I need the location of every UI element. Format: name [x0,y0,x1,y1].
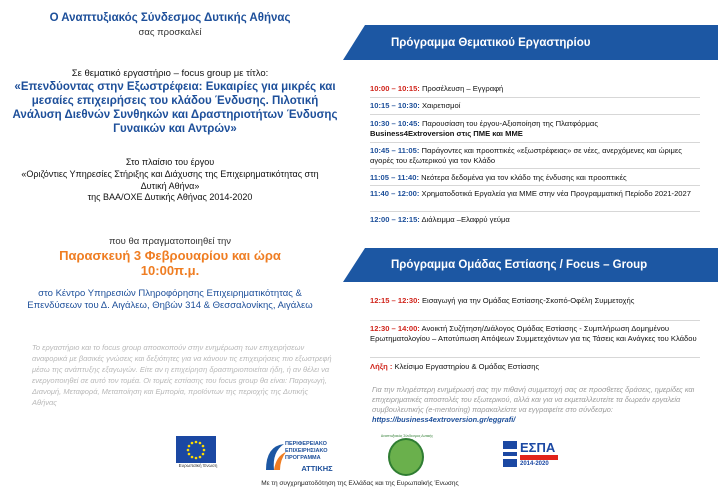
schedule-text: Κλείσιμο Εργαστηρίου & Ομάδας Εστίασης [394,362,540,371]
schedule-time: 10:00 – 10:15: [370,84,420,93]
asda-caption: Αναπτυξιακός Σύνδεσμος Δυτικής [380,434,434,438]
espa-logo-text: ΕΣΠΑ [520,440,556,455]
registration-text: Για την πληρέστερη ενημέρωσή σας την πιθανή συμμετοχή σας σε προσθετες δράσεις, ημερίδες και επιχειρηματικές αποστολές του εξωτερικού, αλλά και για να εκμεταλλευτείτε τα δωρεάν εργαλεία συμβουλευτικής (e-mentoring) παρακαλείστε να εγγραφείτε στο σύνδεσμο: [372,385,695,414]
schedule-time: 12:30 – 14:00: [370,324,420,333]
project-name [20,169,320,204]
workshop-intro: Σε θεματικό εργαστήριο – focus group με τίτλο: [71,68,269,79]
event-date [0,248,340,278]
asda-logo [388,438,424,476]
event-date-line: Παρασκευή 3 Φεβρουαρίου και ώρα [59,248,281,263]
schedule-text-cont: Business4Extroversion στις ΠΜΕ και ΜΜΕ [370,129,523,138]
schedule-row [370,146,705,166]
workshop-program-header [343,25,718,60]
pep-line: ΠΡΟΓΡΑΜΜΑ [285,455,321,461]
eu-flag-logo [176,436,216,463]
eu-stars-icon [181,439,211,461]
schedule-row [370,189,705,199]
pep-attica-text [285,441,350,462]
schedule-text: Εισαγωγή για την Ομάδας Εστίασης-Σκοπό-Οφέλη Συμμετοχής [421,296,635,305]
schedule-time: 11:05 – 11:40: [370,173,419,182]
registration-info [372,385,707,425]
schedule-row [370,296,705,306]
schedule-time: 12:15 – 12:30: [370,296,420,305]
pep-line: ΠΕΡΙΦΕΡΕΙΑΚΟ [285,441,327,447]
schedule-text: Νεότερα δεδομένα για τον κλάδο της ένδυσης και προοπτικές [421,173,627,182]
schedule-row [370,324,705,344]
schedule-text: Διάλειμμα –Ελαφρύ γεύμα [421,215,510,224]
pep-attica-name: ΑΤΤΙΚΗΣ [301,464,333,473]
schedule-row [370,101,705,111]
espa-flag-icon [503,441,517,467]
project-context: Στο πλαίσιο του έργου [125,157,215,167]
schedule-text: Προσέλευση – Εγγραφή [421,84,504,93]
invites-text: σας προσκαλεί [138,27,202,38]
schedule-time: 12:00 – 12:15: [370,215,420,224]
project-title: «Οριζόντιες Υπηρεσίες Στήριξης και Διάχυσης της Επιχειρηματικότητας στη Δυτική Αθήνα» [21,169,319,191]
will-take-place: που θα πραγματοποιηθεί την [108,236,232,247]
workshop-title: «Επενδύοντας στην Εξωστρέφεια: Ευκαιρίες για μικρές και μεσαίες επιχειρήσεις του κλάδου Ένδυσης. Πιλοτική Ανάλυση Διεθνών Συνθηκών και Δραστηριοτήτων Ένδυσης Γυναικών και Αντρών» [12,81,338,135]
schedule-time: 10:30 – 10:45: [370,119,420,128]
schedule-row [370,173,705,183]
event-description: Το εργαστήριο και το focus group αποσκοπούν στην ενημέρωση των επιχειρήσεων αναφορικά με βασικές γνώσεις και δεξιότητες για να κάνουν τις επιχειρήσεις πιο εξωστρεφή μέσω της ανάπτυξης εξαγωγών. Είτε αν η επιχείρηση δραστηριοποιείται ήδη, ή αν θέλει να ενεργοποιηθεί σε αυτό τον τομέα. Οι τομείς εστίασης του focus group θα είναι: Παραγωγή, Διανομή, Μεταφορά, Μεταποίηση και Εμπορία, προϊόντων της περιοχής της Δυτικής Αθήνας [32,343,332,407]
schedule-time: 11:40 – 12:00: [370,189,420,198]
registration-link[interactable]: https://business4extroversion.gr/eggrafi/ [372,415,516,424]
schedule-time: 10:45 – 11:05: [370,146,420,155]
eu-caption: Ευρωπαϊκή Ένωση [178,463,218,468]
footer-cofinancing: Με τη συγχρηματοδότηση της Ελλάδας και της Ευρωπαϊκής Ένωσης [261,480,459,487]
schedule-text: Χαιρετισμοί [421,101,461,110]
event-time-line: 10:00π.μ. [140,263,200,278]
focus-group-header [343,248,718,282]
project-subtitle: της ΒΑΑ/ΟΧΕ Δυτικής Αθήνας 2014-2020 [87,192,253,202]
schedule-text: Ανοικτή Συζήτηση/Διάλογος Ομάδας Εστίασης - Συμπλήρωση Δομημένου Ερωτηματολογίου – Αποτύπωση Απόψεων Συμμετεχόντων για τις Τάσεις και Ανάγκες του Κλάδου [370,324,697,343]
workshop-program-heading: Πρόγραμμα Θεματικού Εργαστηρίου [391,36,591,49]
schedule-text: Παρουσίαση του έργου-Αξιοποίηση της Πλατφόρμας [421,119,598,128]
schedule-row [370,362,705,372]
espa-logo-bar [520,455,558,460]
schedule-text: Παράγοντες και προοπτικές «εξωστρέφειας» σε νέες, ανερχόμενες και ώριμες αγορές του εξωτερικού για τον Κλάδο [370,146,682,165]
pep-line: ΕΠΙΧΕΙΡΗΣΙΑΚΟ [285,448,328,454]
organization-name: Ο Αναπτυξιακός Σύνδεσμος Δυτικής Αθήνας [49,12,291,24]
schedule-text: Χρηματοδοτικά Εργαλεία για ΜΜΕ στην νέα Προγραμματική Περίοδο 2021-2027 [421,189,691,198]
focus-group-heading: Πρόγραμμα Ομάδας Εστίασης / Focus – Group [391,259,648,271]
schedule-time: Λήξη : [370,362,393,371]
schedule-row [370,215,705,225]
schedule-row [370,119,705,139]
event-venue: στο Κέντρο Υπηρεσιών Πληροφόρησης Επιχειρηματικότητας & Επενδύσεων του Δ. Αιγάλεω, Θηβών 314 & Θεσσαλονίκης, Αιγάλεω [27,288,313,311]
schedule-row [370,84,705,94]
schedule-time: 10:15 – 10:30: [370,101,420,110]
espa-years: 2014-2020 [520,461,549,467]
